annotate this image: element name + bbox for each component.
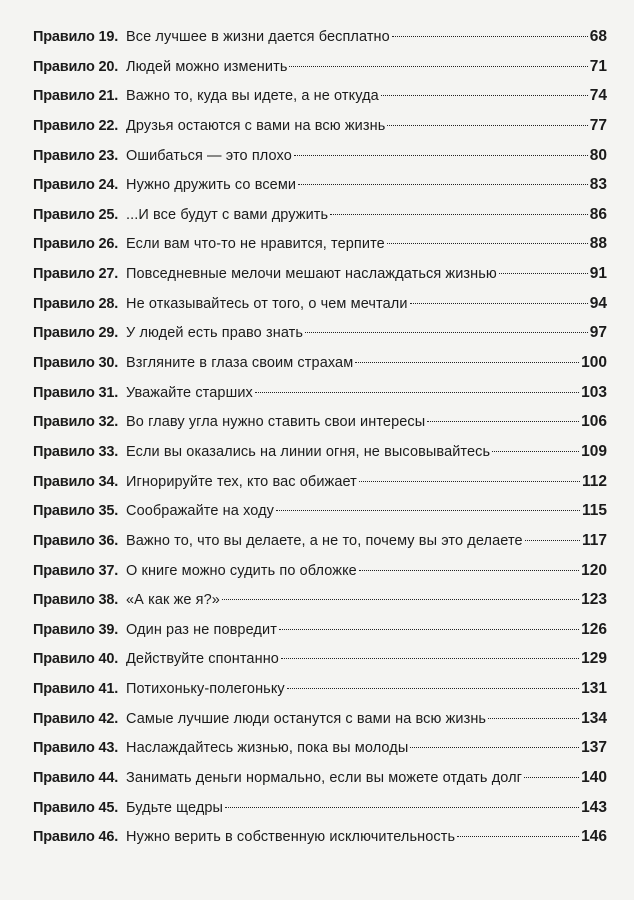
rule-title: Во главу угла нужно ставить свои интересы: [126, 414, 426, 431]
dot-leader: [225, 807, 579, 808]
page-number: 117: [581, 531, 607, 549]
rule-title: Действуйте спонтанно: [126, 651, 279, 668]
rule-number: Правило 22.: [33, 117, 119, 134]
page-number: 129: [581, 650, 607, 668]
rule-number: Правило 33.: [33, 443, 119, 460]
toc-entry: [33, 22, 607, 52]
rule-title: Важно то, что вы делаете, а не то, почему вы это делаете: [126, 532, 523, 549]
dot-leader: [387, 243, 588, 244]
rule-number: Правило 43.: [33, 740, 119, 757]
toc-entry: [33, 496, 607, 526]
page-number: 94: [589, 294, 607, 312]
dot-leader: [359, 570, 579, 571]
dot-leader: [457, 836, 579, 837]
rule-number: Правило 39.: [33, 621, 119, 638]
page-number: 86: [589, 205, 607, 223]
rule-title: Нужно дружить со всеми: [126, 177, 297, 194]
rule-title: Уважайте старших: [126, 384, 253, 401]
toc-entry: [33, 556, 607, 586]
dot-leader: [524, 777, 579, 778]
dot-leader: [488, 718, 579, 719]
toc-entry: [33, 200, 607, 230]
page-number: 120: [581, 561, 607, 579]
rule-title: Потихоньку-полегоньку: [126, 681, 285, 698]
dot-leader: [294, 155, 588, 156]
page-number: 77: [589, 116, 607, 134]
page-number: 88: [589, 235, 607, 253]
rule-number: Правило 38.: [33, 592, 119, 609]
rule-number: Правило 21.: [33, 88, 119, 105]
rule-title: Игнорируйте тех, кто вас обижает: [126, 473, 357, 490]
rule-number: Правило 44.: [33, 770, 119, 787]
rule-number: Правило 45.: [33, 799, 119, 816]
rule-title: Будьте щедры: [126, 799, 224, 816]
page-number: 146: [581, 828, 607, 846]
toc-entry: [33, 793, 607, 823]
dot-leader: [387, 125, 587, 126]
toc-entry: [33, 437, 607, 467]
dot-leader: [392, 36, 588, 37]
rule-title: Если вам что-то не нравится, терпите: [126, 236, 385, 253]
toc-entry: [33, 585, 607, 615]
toc-entry: [33, 81, 607, 111]
page-number: 97: [589, 324, 607, 342]
toc-entry: [33, 318, 607, 348]
toc-entry: [33, 763, 607, 793]
dot-leader: [298, 184, 588, 185]
rule-title: Взгляните в глаза своим страхам: [126, 355, 354, 372]
rule-number: Правило 36.: [33, 532, 119, 549]
toc-entry: [33, 170, 607, 200]
dot-leader: [499, 273, 588, 274]
toc-entry: [33, 674, 607, 704]
page-number: 71: [589, 57, 607, 75]
rule-number: Правило 25.: [33, 206, 119, 223]
page-number: 106: [581, 413, 607, 431]
toc-entry: [33, 229, 607, 259]
table-of-contents: [33, 22, 607, 852]
dot-leader: [289, 66, 587, 67]
page-number: 91: [589, 265, 607, 283]
rule-title: Соображайте на ходу: [126, 503, 275, 520]
page-number: 100: [581, 354, 607, 372]
toc-entry: [33, 52, 607, 82]
rule-number: Правило 34.: [33, 473, 119, 490]
rule-title: Нужно верить в собственную исключительность: [126, 829, 456, 846]
toc-entry: [33, 378, 607, 408]
rule-number: Правило 46.: [33, 829, 119, 846]
dot-leader: [381, 95, 588, 96]
page-number: 126: [581, 620, 607, 638]
rule-number: Правило 28.: [33, 295, 119, 312]
toc-entry: [33, 111, 607, 141]
rule-number: Правило 31.: [33, 384, 119, 401]
toc-entry: [33, 526, 607, 556]
rule-title: Людей можно изменить: [126, 58, 288, 75]
toc-entry: [33, 289, 607, 319]
rule-number: Правило 30.: [33, 355, 119, 372]
rule-number: Правило 26.: [33, 236, 119, 253]
rule-number: Правило 32.: [33, 414, 119, 431]
rule-title: Один раз не повредит: [126, 621, 277, 638]
toc-entry: [33, 615, 607, 645]
rule-number: Правило 27.: [33, 266, 119, 283]
rule-title: Друзья остаются с вами на всю жизнь: [126, 117, 386, 134]
dot-leader: [410, 747, 579, 748]
rule-number: Правило 42.: [33, 710, 119, 727]
dot-leader: [255, 392, 579, 393]
toc-entry: [33, 467, 607, 497]
page-number: 140: [581, 769, 607, 787]
rule-title: У людей есть право знать: [126, 325, 304, 342]
rule-title: О книге можно судить по обложке: [126, 562, 357, 579]
dot-leader: [305, 332, 588, 333]
toc-entry: [33, 407, 607, 437]
dot-leader: [525, 540, 580, 541]
toc-entry: [33, 348, 607, 378]
dot-leader: [281, 658, 579, 659]
dot-leader: [276, 510, 580, 511]
toc-entry: [33, 733, 607, 763]
rule-title: «А как же я?»: [126, 592, 220, 609]
dot-leader: [279, 629, 579, 630]
rule-number: Правило 19.: [33, 29, 119, 45]
rule-title: Если вы оказались на линии огня, не высовывайтесь: [126, 443, 491, 460]
dot-leader: [355, 362, 579, 363]
page-number: 115: [581, 502, 607, 520]
rule-number: Правило 37.: [33, 562, 119, 579]
rule-title: Не отказывайтесь от того, о чем мечтали: [126, 295, 408, 312]
dot-leader: [222, 599, 579, 600]
toc-entry: [33, 644, 607, 674]
dot-leader: [492, 451, 579, 452]
rule-title: Ошибаться — это плохо: [126, 147, 292, 164]
toc-entry: [33, 704, 607, 734]
page-number: 143: [581, 798, 607, 816]
page-number: 103: [581, 383, 607, 401]
rule-number: Правило 29.: [33, 325, 119, 342]
page-number: 109: [581, 442, 607, 460]
dot-leader: [410, 303, 588, 304]
rule-number: Правило 35.: [33, 503, 119, 520]
toc-entry: [33, 141, 607, 171]
rule-title: Занимать деньги нормально, если вы можете отдать долг: [126, 770, 523, 787]
rule-title: ...И все будут с вами дружить: [126, 206, 329, 223]
rule-number: Правило 40.: [33, 651, 119, 668]
page-number: 112: [581, 472, 607, 490]
toc-entry: [33, 822, 607, 852]
rule-number: Правило 41.: [33, 681, 119, 698]
dot-leader: [287, 688, 579, 689]
rule-title: Наслаждайтесь жизнью, пока вы молоды: [126, 740, 409, 757]
page-number: 80: [589, 146, 607, 164]
page-number: 134: [581, 709, 607, 727]
rule-number: Правило 20.: [33, 58, 119, 75]
dot-leader: [330, 214, 588, 215]
page-number: 83: [589, 176, 607, 194]
rule-title: Самые лучшие люди останутся с вами на всю жизнь: [126, 710, 487, 727]
dot-leader: [427, 421, 579, 422]
rule-title: Все лучшее в жизни дается бесплатно: [126, 29, 390, 45]
page-number: 131: [581, 680, 607, 698]
rule-number: Правило 24.: [33, 177, 119, 194]
page-number: 74: [589, 87, 607, 105]
page-number: 137: [581, 739, 607, 757]
toc-entry: [33, 259, 607, 289]
dot-leader: [359, 481, 580, 482]
page-number: 68: [589, 28, 607, 45]
rule-number: Правило 23.: [33, 147, 119, 164]
rule-title: Важно то, куда вы идете, а не откуда: [126, 88, 379, 105]
page-number: 123: [581, 591, 607, 609]
rule-title: Повседневные мелочи мешают наслаждаться жизнью: [126, 266, 497, 283]
